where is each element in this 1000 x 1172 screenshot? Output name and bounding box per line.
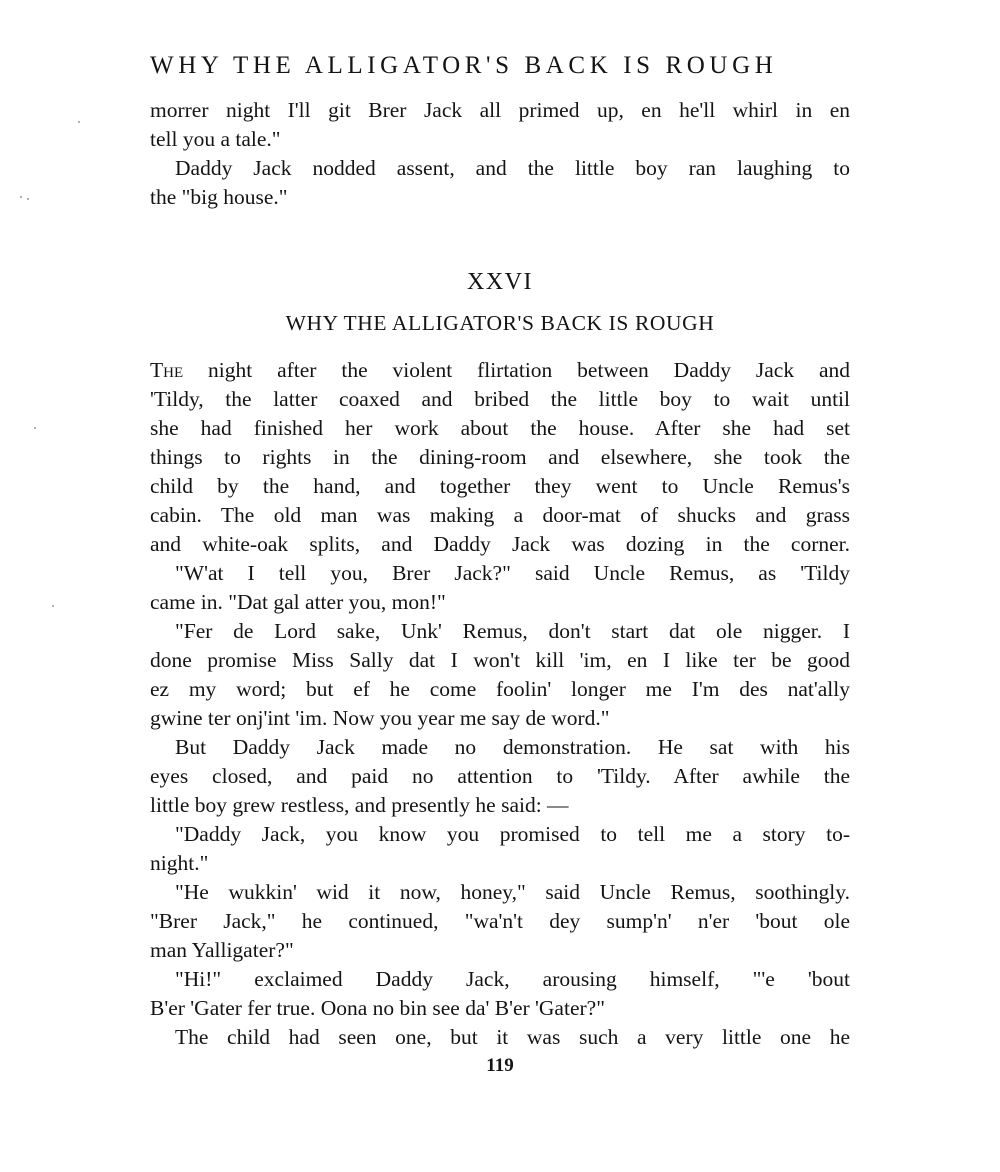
scan-speck [52, 605, 54, 607]
text-line: things to rights in the dining-room and elsewhere, she took the [150, 445, 850, 469]
scan-speck [78, 121, 80, 123]
text-line: she had finished her work about the house. After she had set [150, 416, 850, 440]
text-line: came in. "Dat gal atter you, mon!" [150, 590, 446, 614]
text-line: and white-oak splits, and Daddy Jack was dozing in the corner. [150, 532, 850, 556]
text-line: eyes closed, and paid no attention to 'Tildy. After awhile the [150, 764, 850, 788]
chapter-body [150, 356, 850, 1052]
text-line: child by the hand, and together they went to Uncle Remus's [150, 474, 850, 498]
running-head: WHY THE ALLIGATOR'S BACK IS ROUGH [150, 52, 778, 79]
chapter-number: XXVI [467, 269, 533, 295]
text-line: little boy grew restless, and presently he said: — [150, 793, 569, 817]
text-line: night." [150, 851, 209, 875]
text-line: 'Tildy, the latter coaxed and bribed the little boy to wait until [150, 387, 850, 411]
first-line-text: night after the violent flirtation between Daddy Jack and [183, 358, 850, 382]
top-continuation [150, 96, 850, 212]
text-line: B'er 'Gater fer true. Oona no bin see da' B'er 'Gater?" [150, 996, 605, 1020]
text-line [150, 356, 850, 385]
text-line: "He wukkin' wid it now, honey," said Uncle Remus, soothingly. [175, 880, 850, 904]
text-line: ez my word; but ef he come foolin' longer me I'm des nat'ally [150, 677, 850, 701]
page-number: 119 [486, 1055, 514, 1076]
text-line: "W'at I tell you, Brer Jack?" said Uncle Remus, as 'Tildy [175, 561, 850, 585]
text-line: the "big house." [150, 185, 288, 209]
text-line: "Brer Jack," he continued, "wa'n't dey sump'n' n'er 'bout ole [150, 909, 850, 933]
drop-word: The [150, 358, 184, 382]
text-line: cabin. The old man was making a door-mat of shucks and grass [150, 503, 850, 527]
scan-speck [20, 196, 22, 198]
text-line: "Hi!" exclaimed Daddy Jack, arousing himself, "'e 'bout [175, 967, 850, 991]
text-line: "Daddy Jack, you know you promised to tell me a story to- [175, 822, 850, 846]
chapter-title: WHY THE ALLIGATOR'S BACK IS ROUGH [285, 311, 715, 335]
scan-speck [27, 198, 29, 200]
text-line: gwine ter onj'int 'im. Now you year me say de word." [150, 706, 610, 730]
text-line: tell you a tale." [150, 127, 281, 151]
scan-speck [34, 427, 36, 429]
text-line: Daddy Jack nodded assent, and the little boy ran laughing to [175, 156, 850, 180]
text-line: man Yalligater?" [150, 938, 294, 962]
text-line: done promise Miss Sally dat I won't kill 'im, en I like ter be good [150, 648, 850, 672]
text-line: The child had seen one, but it was such a very little one he [175, 1025, 850, 1049]
text-line: But Daddy Jack made no demonstration. He sat with his [175, 735, 850, 759]
text-line: "Fer de Lord sake, Unk' Remus, don't start dat ole nigger. I [175, 619, 850, 643]
text-line: morrer night I'll git Brer Jack all primed up, en he'll whirl in en [150, 98, 850, 122]
